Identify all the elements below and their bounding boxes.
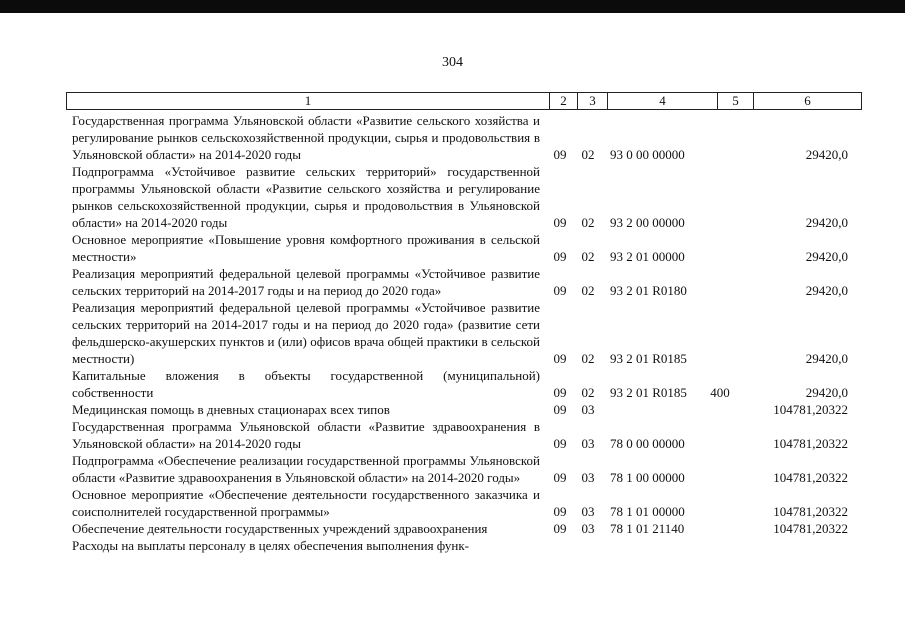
table-row bbox=[72, 299, 858, 367]
subsection-code: 03 bbox=[581, 402, 595, 417]
table-row bbox=[72, 265, 858, 299]
column-header-6: 6 bbox=[753, 93, 861, 109]
section-code: 09 bbox=[553, 283, 567, 298]
row-description: Реализация мероприятий федеральной целевой программы «Устойчивое развитие сельских территорий на 2014-2017 годы и на период до 2020 года» bbox=[72, 266, 540, 298]
section-code: 09 bbox=[553, 147, 567, 162]
row-description: Капитальные вложения в объекты государственной (муниципальной) собственности bbox=[72, 368, 540, 400]
top-border-bar bbox=[0, 0, 905, 13]
amount: 29420,0 bbox=[805, 147, 848, 162]
subsection-code: 02 bbox=[581, 215, 595, 230]
target-article-code: 93 2 01 00000 bbox=[610, 249, 685, 264]
amount: 104781,20322 bbox=[773, 470, 848, 485]
target-article-code: 93 2 01 R0180 bbox=[610, 283, 687, 298]
row-description: Государственная программа Ульяновской области «Развитие здравоохранения в Ульяновской области» на 2014-2020 годы bbox=[72, 419, 540, 451]
target-article-code: 78 1 01 00000 bbox=[610, 504, 685, 519]
page-number: 304 bbox=[442, 55, 463, 70]
section-code: 09 bbox=[553, 385, 567, 400]
row-description: Основное мероприятие «Повышение уровня комфортного проживания в сельской местности» bbox=[72, 232, 540, 264]
column-header-1: 1 bbox=[304, 93, 312, 108]
table-header-row bbox=[66, 92, 862, 110]
target-article-code: 78 1 01 21140 bbox=[610, 521, 685, 536]
amount: 29420,0 bbox=[805, 215, 848, 230]
row-description: Обеспечение деятельности государственных учреждений здравоохранения bbox=[72, 521, 488, 536]
subsection-code: 02 bbox=[581, 385, 595, 400]
expense-type-code: 400 bbox=[710, 385, 730, 400]
table-row bbox=[72, 112, 858, 163]
table-row bbox=[72, 418, 858, 452]
budget-table-body bbox=[72, 112, 858, 554]
target-article-code: 93 2 01 R0185 bbox=[610, 351, 687, 366]
amount: 29420,0 bbox=[805, 283, 848, 298]
amount: 104781,20322 bbox=[773, 436, 848, 451]
table-row bbox=[72, 452, 858, 486]
table-row bbox=[72, 520, 858, 537]
subsection-code: 03 bbox=[581, 504, 595, 519]
row-description: Государственная программа Ульяновской области «Развитие сельского хозяйства и регулирование рынков сельскохозяйственной продукции, сырья и продовольствия в Ульяновской области» на 2014-2020 годы bbox=[72, 113, 540, 162]
row-description: Подпрограмма «Обеспечение реализации государственной программы Ульяновской области «Развитие здравоохранения в Ульяновской области» на 2014-2020 годы» bbox=[72, 453, 540, 485]
column-header-2: 2 bbox=[549, 93, 577, 109]
target-article-code: 93 0 00 00000 bbox=[610, 147, 685, 162]
amount: 29420,0 bbox=[805, 249, 848, 264]
row-description: Подпрограмма «Устойчивое развитие сельских территорий» государственной программы Ульяновской области «Развитие сельского хозяйства и регулирование рынков сельскохозяйственной продукции, сырья и продовольствия в Ульяновской области» на 2014-2020 годы bbox=[72, 164, 540, 230]
section-code: 09 bbox=[553, 402, 567, 417]
subsection-code: 03 bbox=[581, 436, 595, 451]
table-row bbox=[72, 367, 858, 401]
table-row bbox=[72, 401, 858, 418]
amount: 29420,0 bbox=[805, 351, 848, 366]
target-article-code: 93 2 00 00000 bbox=[610, 215, 685, 230]
section-code: 09 bbox=[553, 521, 567, 536]
amount: 104781,20322 bbox=[773, 504, 848, 519]
table-row bbox=[72, 231, 858, 265]
row-description: Реализация мероприятий федеральной целевой программы «Устойчивое развитие сельских территорий на 2014-2017 годы и на период до 2020 года» (развитие сети фельдшерско-акушерских пунктов и (или) офисов врача общей практики в сельской местности) bbox=[72, 300, 540, 366]
amount: 104781,20322 bbox=[773, 402, 848, 417]
section-code: 09 bbox=[553, 470, 567, 485]
row-description: Основное мероприятие «Обеспечение деятельности государственного заказчика и соисполнителей государственной программы» bbox=[72, 487, 540, 519]
table-row bbox=[72, 486, 858, 520]
target-article-code: 78 1 00 00000 bbox=[610, 470, 685, 485]
column-header-4: 4 bbox=[607, 93, 717, 109]
section-code: 09 bbox=[553, 249, 567, 264]
column-header-5: 5 bbox=[717, 93, 753, 109]
subsection-code: 03 bbox=[581, 470, 595, 485]
row-description: Расходы на выплаты персоналу в целях обеспечения выполнения функ- bbox=[72, 538, 470, 553]
section-code: 09 bbox=[553, 504, 567, 519]
section-code: 09 bbox=[553, 351, 567, 366]
subsection-code: 02 bbox=[581, 283, 595, 298]
target-article-code: 78 0 00 00000 bbox=[610, 436, 685, 451]
table-row bbox=[72, 163, 858, 231]
amount: 29420,0 bbox=[805, 385, 848, 400]
amount: 104781,20322 bbox=[773, 521, 848, 536]
section-code: 09 bbox=[553, 215, 567, 230]
subsection-code: 02 bbox=[581, 147, 595, 162]
section-code: 09 bbox=[553, 436, 567, 451]
subsection-code: 03 bbox=[581, 521, 595, 536]
table-row bbox=[72, 537, 858, 554]
target-article-code: 93 2 01 R0185 bbox=[610, 385, 687, 400]
column-header-3: 3 bbox=[577, 93, 607, 109]
subsection-code: 02 bbox=[581, 249, 595, 264]
row-description: Медицинская помощь в дневных стационарах всех типов bbox=[72, 402, 390, 417]
subsection-code: 02 bbox=[581, 351, 595, 366]
